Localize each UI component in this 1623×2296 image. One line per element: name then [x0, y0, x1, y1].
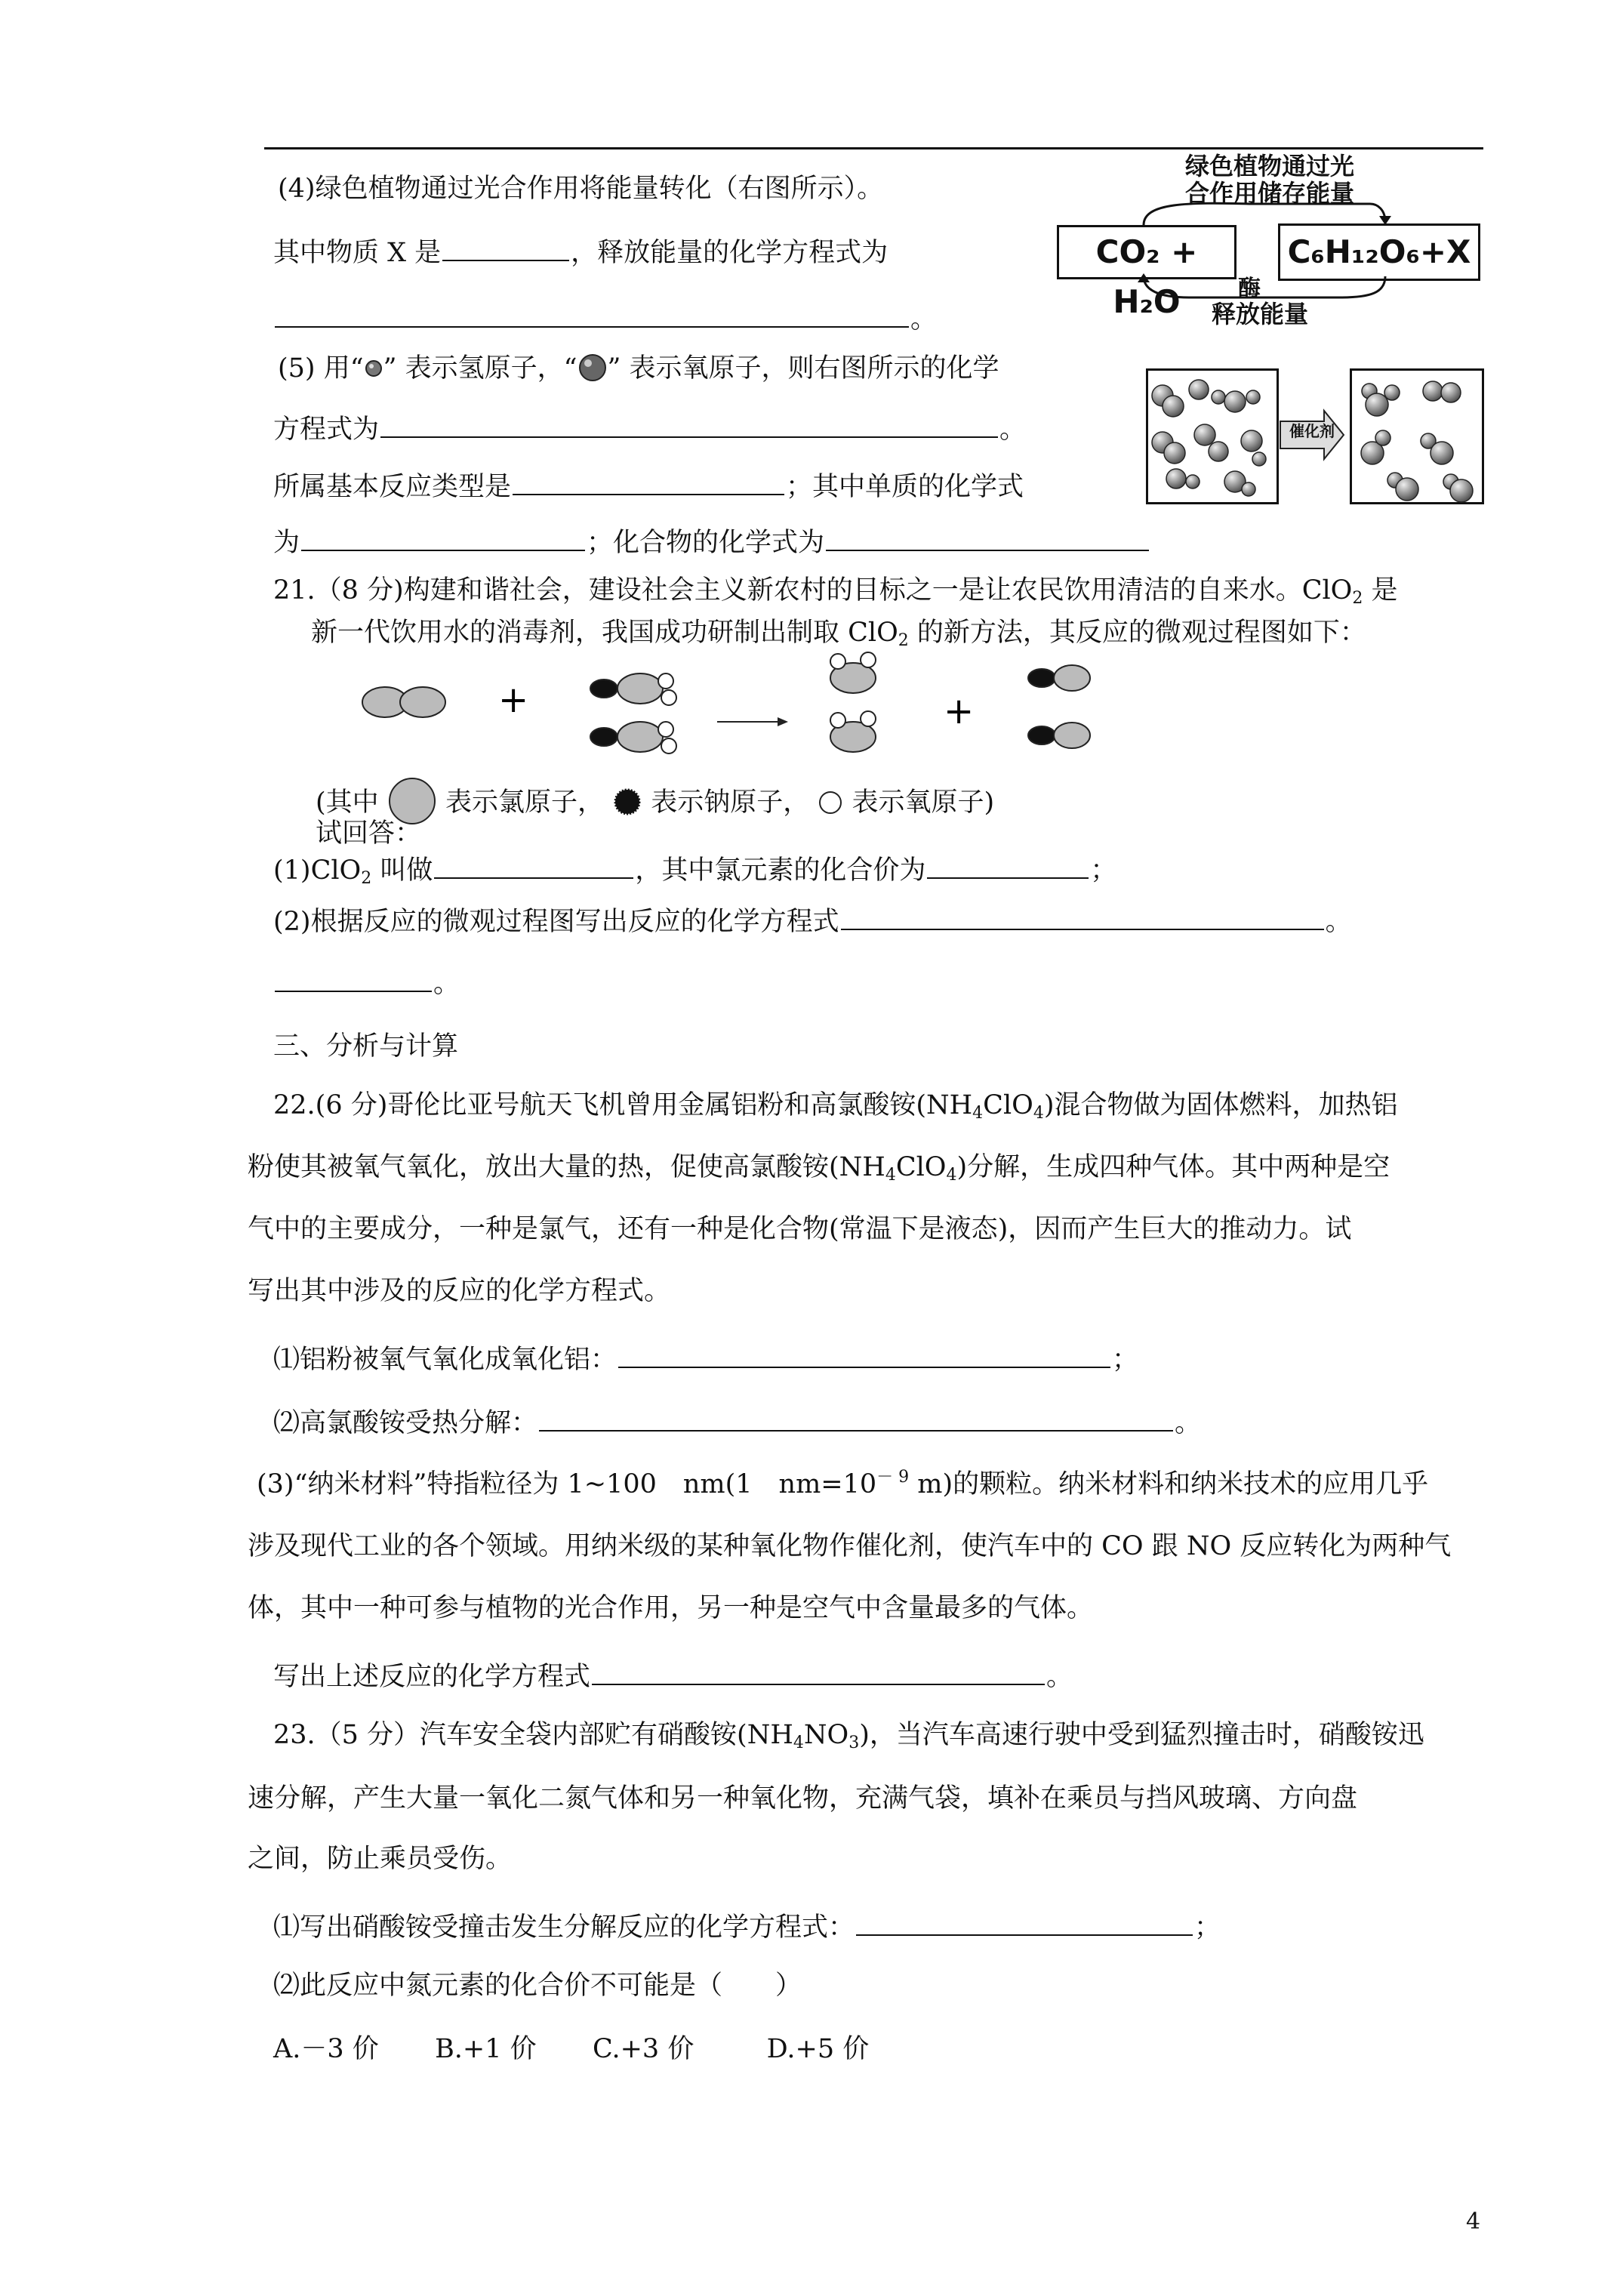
photosynthesis-diagram [1053, 149, 1483, 331]
blank-perchlorate-decomposition[interactable] [539, 1404, 1173, 1432]
blank-nitrate-decomposition[interactable] [856, 1909, 1193, 1936]
q20-4-line3: 。 [273, 300, 937, 336]
diagram-top-label-2: 合作用储存能量 [1185, 179, 1355, 208]
clo2-reaction-diagram [347, 648, 1140, 776]
oxygen-atom-icon [577, 353, 608, 383]
q21-try-answer: 试回答： [316, 818, 422, 849]
option-b[interactable]: B.+1 价 [435, 2034, 537, 2064]
blank-clo2-equation-cont[interactable] [275, 965, 432, 992]
q20-4-line1: (4)绿色植物通过光合作用将能量转化（右图所示）。 [278, 174, 884, 204]
blank-reaction-equation[interactable] [380, 411, 998, 438]
q22-line3: 气中的主要成分，一种是氯气，还有一种是化合物(常温下是液态)，因而产生巨大的推动力。试 [248, 1214, 1352, 1244]
q22-q1: ⑴铝粉被氧气氧化成氧化铝： ； [273, 1341, 1138, 1376]
option-d[interactable]: D.+5 价 [766, 2034, 870, 2064]
blank-clo2-equation[interactable] [841, 903, 1324, 930]
q22-q3-line2: 涉及现代工业的各个领域。用纳米级的某种氧化物作催化剂，使汽车中的 CO 跟 NO 反应转化为两种气 [248, 1531, 1452, 1561]
q20-4-line2: 其中物质 X 是 ，释放能量的化学方程式为 [273, 234, 888, 270]
q22-q3-line3: 体，其中一种可参与植物的光合作用，另一种是空气中含量最多的气体。 [248, 1593, 1094, 1623]
catalyst-label: 催化剂 [1289, 422, 1335, 440]
q23-line3: 之间，防止乘员受伤。 [248, 1844, 513, 1874]
option-a[interactable]: A.－3 价 [273, 2034, 379, 2064]
q21-line2: 新一代饮用水的消毒剂，我国成功研制出制取 ClO$_2$ 的新方法，其反应的微观过程图如下： [311, 618, 1366, 650]
q22-q3-line1: (3)“纳米材料”特指粒径为 1~100 nm(1 $nm=10^{- 9}$ m)的颗粒。纳米材料和纳米技术的应用几乎 [257, 1468, 1429, 1499]
q23-options [273, 2032, 869, 2066]
page-number: 4 [1466, 2208, 1481, 2235]
blank-compound-formula[interactable] [826, 524, 1149, 551]
diagram-enzyme: 酶 [1238, 276, 1261, 302]
q20-5-line3: 所属基本反应类型是 ；其中单质的化学式 [273, 468, 1024, 504]
q20-5-line4: 为 ；化合物的化学式为 [273, 524, 1150, 559]
q23-q2: ⑵此反应中氮元素的化合价不可能是（ ） [273, 1971, 802, 2001]
blank-clo2-name[interactable] [434, 852, 633, 879]
diagram-left-box: CO₂ + H₂O [1057, 225, 1236, 279]
blank-element-formula[interactable] [301, 524, 585, 551]
diagram-top-label-1: 绿色植物通过光 [1185, 152, 1355, 180]
blank-chlorine-valence[interactable] [927, 852, 1089, 879]
option-c[interactable]: C.+3 价 [592, 2034, 694, 2064]
sodium-atom-icon [612, 787, 642, 817]
q22-line4: 写出其中涉及的反应的化学方程式。 [248, 1276, 671, 1306]
q23-q1: ⑴写出硝酸铵受撞击发生分解反应的化学方程式： ； [273, 1909, 1221, 1944]
q20-5-line2: 方程式为 。 [273, 411, 1026, 446]
hydrogen-atom-icon [364, 359, 383, 378]
plus-sign-2: + [944, 690, 975, 732]
blank-release-equation[interactable] [275, 300, 909, 328]
q20-5-line1: (5) 用“ ” 表示氢原子，“ ” 表示氧原子，则右图所示的化学 [278, 353, 999, 384]
q23-line1: 23.（5 分）汽车安全袋内部贮有硝酸铵$(NH_4NO_3)$，当汽车高速行驶中受到猛烈撞击时，硝酸铵迅 [273, 1720, 1424, 1752]
q21-q2: (2)根据反应的微观过程图写出反应的化学方程式 。 [273, 903, 1352, 938]
diagram-bottom-label: 释放能量 [1212, 300, 1309, 328]
q21-q1: (1)ClO$_2$ 叫做 ，其中氯元素的化合价为 ； [273, 852, 1116, 887]
q23-line2: 速分解，产生大量一氧化二氮气体和另一种氧化物，充满气袋，填补在乘员与挡风玻璃、方向盘 [248, 1783, 1358, 1814]
blank-nano-catalyst-equation[interactable] [592, 1658, 1045, 1685]
q22-line2: 粉使其被氧气氧化，放出大量的热，促使高氯酸铵$(NH_4ClO_4)$分解，生成四种气体。其中两种是空 [248, 1152, 1390, 1185]
diagram-right-box: C₆H₁₂O₆+X [1278, 223, 1480, 281]
blank-reaction-type[interactable] [513, 468, 784, 495]
blank-substance-x[interactable] [442, 234, 569, 261]
q22-q2: ⑵高氯酸铵受热分解： 。 [273, 1404, 1201, 1440]
q21-q2-continuation: 。 [273, 965, 460, 1000]
q21-legend: (其中 表示氯原子， 表示钠原子， 表示氧原子) [316, 776, 994, 826]
q21-line1: 21.（8 分)构建和谐社会，建设社会主义新农村的目标之一是让农民饮用清洁的自来水。ClO$_2$ 是 [273, 575, 1398, 608]
plus-sign-1: + [498, 679, 529, 721]
q22-line1: 22.(6 分)哥伦比亚号航天飞机曾用金属铝粉和高氯酸铵$(NH_4ClO_4)$混合物做为固体燃料，加热铝 [273, 1090, 1398, 1123]
oxygen-atom-legend-icon [818, 790, 843, 815]
section-3-title: 三、分析与计算 [273, 1031, 459, 1062]
catalyst-reaction-diagram [1146, 368, 1486, 506]
blank-aluminum-oxidation[interactable] [618, 1341, 1110, 1368]
q22-q3-line4: 写出上述反应的化学方程式 。 [273, 1658, 1073, 1693]
